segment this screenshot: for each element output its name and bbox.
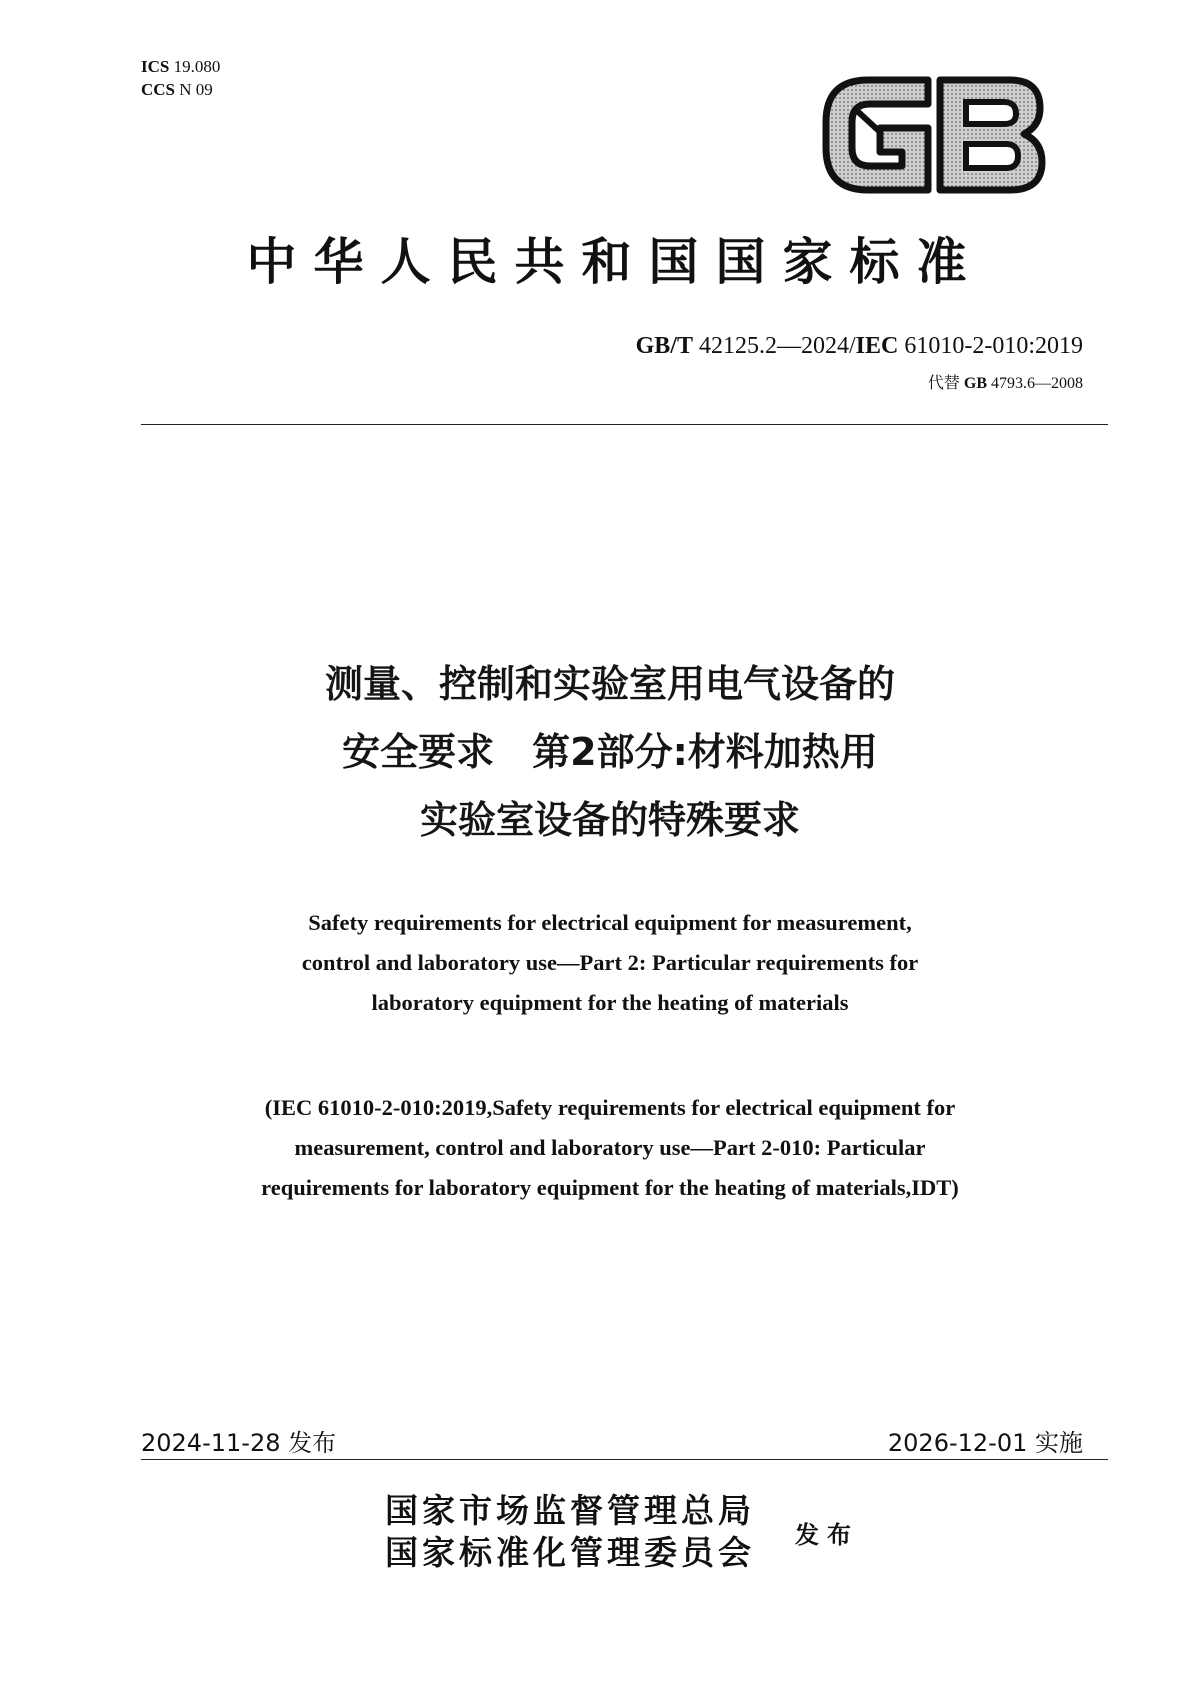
iec-prefix: IEC [855, 333, 899, 359]
iec-reference [100, 1088, 1120, 1208]
iec-number-value: 61010-2-010:2019 [904, 333, 1083, 359]
ccs-label: CCS [141, 80, 176, 99]
iec-ref-line-1: (IEC 61010-2-010:2019,Safety requirements for electrical equipment for [264, 1095, 956, 1120]
issuing-authorities [385, 1490, 755, 1574]
std-prefix: GB/T [635, 333, 693, 359]
top-divider [141, 424, 1108, 425]
ics-label: ICS [141, 57, 170, 76]
en-title-line-3: laboratory equipment for the heating of materials [371, 990, 849, 1015]
en-title-line-1: Safety requirements for electrical equipment for measurement, [308, 910, 912, 935]
issuer-1: 国家市场监督管理总局 [385, 1491, 755, 1530]
ics-code: 19.080 [173, 57, 221, 76]
en-title-line-2: control and laboratory use—Part 2: Particular requirements for [301, 950, 919, 975]
replaces-number: 4793.6—2008 [991, 375, 1083, 392]
replaces-standard [928, 370, 1083, 393]
cn-title-line-3: 实验室设备的特殊要求 [419, 798, 800, 842]
standard-number [636, 333, 1083, 360]
iec-ref-line-2: measurement, control and laboratory use—Part 2-010: Particular [294, 1135, 926, 1160]
issue-date: 2024-11-28 发布 [141, 1429, 337, 1457]
classification-codes [141, 55, 220, 101]
implementation-date: 2026-12-01 实施 [887, 1429, 1083, 1457]
std-number-value: 42125.2—2024/ [698, 333, 856, 359]
chinese-title [120, 650, 1100, 854]
ccs-code: N 09 [179, 80, 213, 99]
replaces-label: 代替 [927, 375, 960, 392]
ccs-line [141, 78, 220, 101]
english-title [120, 903, 1100, 1023]
issuer-2: 国家标准化管理委员会 [385, 1533, 755, 1572]
iec-ref-line-3: requirements for laboratory equipment for the heating of materials,IDT) [261, 1175, 959, 1200]
publish-label: 发布 [795, 1520, 859, 1549]
bottom-divider [141, 1459, 1108, 1460]
cn-title-line-1: 测量、控制和实验室用电气设备的 [324, 662, 895, 706]
cn-title-line-2: 安全要求 第2部分:材料加热用 [342, 730, 878, 774]
ics-line [141, 55, 220, 78]
standard-category-title: 中华人民共和国国家标准 [246, 232, 984, 291]
gb-logo [818, 72, 1050, 198]
replaces-prefix: GB [963, 375, 987, 392]
